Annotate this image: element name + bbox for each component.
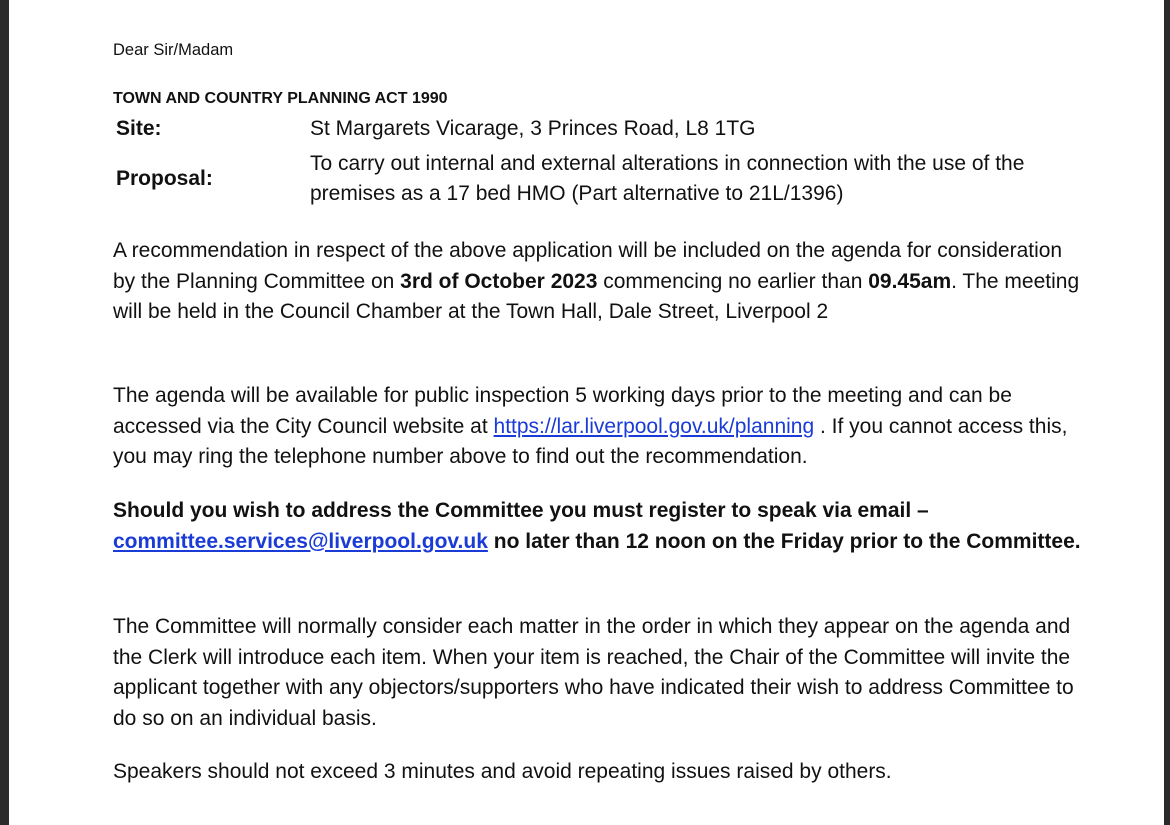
planning-website-link[interactable]: https://lar.liverpool.gov.uk/planning xyxy=(493,414,815,438)
meeting-text-1: A recommendation in respect of the above application will be included on the agenda for consideration by the Planning Committee on xyxy=(113,239,1063,293)
register-text-2: no later than 12 noon on the Friday prior to the Committee. xyxy=(487,529,1081,553)
paragraph-register-to-speak xyxy=(113,496,1088,557)
meeting-text-2: commencing no earlier than xyxy=(597,269,869,293)
paragraph-agenda xyxy=(113,381,1088,473)
right-border xyxy=(1164,0,1170,825)
committee-email-link[interactable]: committee.services@liverpool.gov.uk xyxy=(113,529,488,553)
site-label: Site: xyxy=(116,117,162,140)
proposal-label: Proposal: xyxy=(116,167,213,190)
paragraph-speaker-limits: Speakers should not exceed 3 minutes and avoid repeating issues raised by others. xyxy=(113,760,892,783)
site-value: St Margarets Vicarage, 3 Princes Road, L8 1TG xyxy=(310,117,756,140)
act-heading: TOWN AND COUNTRY PLANNING ACT 1990 xyxy=(113,90,448,107)
meeting-date: 3rd of October 2023 xyxy=(400,269,598,293)
agenda-text-2: . If you cannot access this, you may ring the telephone number above to find out the recommendation. xyxy=(113,414,1068,468)
salutation: Dear Sir/Madam xyxy=(113,41,234,59)
paragraph-meeting-details xyxy=(113,236,1088,328)
paragraph-committee-procedure: The Committee will normally consider each matter in the order in which they appear on the agenda and the Clerk will introduce each item. When your item is reached, the Chair of the Committee will invite the applicant together with any objectors/supporters who have indicated their wish to address Committee to do so on an individual basis. xyxy=(113,615,1074,730)
agenda-text-1: The agenda will be available for public inspection 5 working days prior to the meeting and can be accessed via the City Council website at xyxy=(113,384,1012,438)
register-text-1: Should you wish to address the Committee you must register to speak via email – xyxy=(113,499,929,522)
meeting-text-3: . The meeting will be held in the Council Chamber at the Town Hall, Dale Street, Liverpool 2 xyxy=(113,269,1080,323)
meeting-time: 09.45am xyxy=(868,269,952,293)
left-border xyxy=(0,0,9,825)
proposal-value: To carry out internal and external alterations in connection with the use of the premises as a 17 bed HMO (Part alternative to 21L/1396) xyxy=(310,152,1025,205)
